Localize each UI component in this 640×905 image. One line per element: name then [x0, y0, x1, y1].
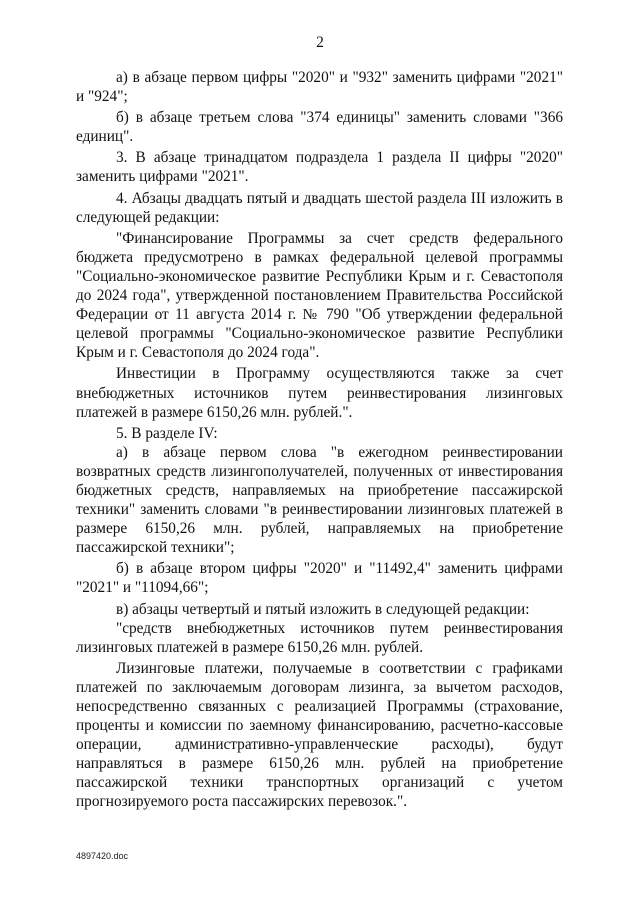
paragraph-quote-sources: "средств внебюджетных источников путем реинвестирования лизинговых платежей в размере 6150,26 млн. рублей. [76, 619, 563, 656]
paragraph-item-4: 4. Абзацы двадцать пятый и двадцать шестой раздела III изложить в следующей редакции: [76, 189, 563, 226]
paragraph-item-5: 5. В разделе IV: [116, 424, 218, 442]
paragraph-5a: а) в абзаце первом слова "в ежегодном реинвестировании возвратных средств лизингополучателей, полученных от инвестирования бюджетных средств, направляемых на приобретение пассажирской техники" заменить словами "в реинвестировании лизинговых платежей в размере 6150,26 млн. рублей, направляемых на приобретение пассажирской техники"; [76, 443, 563, 557]
paragraph-3b: б) в абзаце третьем слова "374 единицы" заменить словами "366 единиц". [76, 109, 563, 146]
document-body [76, 68, 563, 812]
paragraph-quote-leasing: Лизинговые платежи, получаемые в соответствии с графиками платежей по заключаемым договорам лизинга, за вычетом расходов, непосредственно связанных с реализацией Программы (страхование, проценты и комиссии по заемному финансированию, расчетно-кассовые операции, административно-управленческие расходы), будут направляться в размере 6150,26 млн. рублей на приобретение пассажирской техники транспортных организаций с учетом прогнозируемого роста пассажирских перевозок.". [76, 659, 563, 811]
paragraph-item-3: 3. В абзаце тринадцатом подраздела 1 раздела II цифры "2020" заменить цифрами "2021". [76, 149, 563, 186]
paragraph-quote-financing: "Финансирование Программы за счет средств федерального бюджета предусмотрено в рамках федеральной целевой программы "Социально-экономическое развитие Республики Крым и г. Севастополя до 2024 года", утвержденной постановлением Правительства Российской Федерации от 11 августа 2014 г. № 790 "Об утверждении федеральной целевой программы "Социально-экономическое развитие Республики Крым и г. Севастополя до 2024 года". [76, 229, 563, 362]
page-number: 2 [316, 34, 324, 51]
paragraph-quote-investments: Инвестиции в Программу осуществляются также за счет внебюджетных источников путем реинвестирования лизинговых платежей в размере 6150,26 млн. рублей.". [76, 365, 563, 421]
paragraph-5c: в) абзацы четвертый и пятый изложить в следующей редакции: [116, 600, 530, 618]
paragraph-5b: б) в абзаце втором цифры "2020" и "11492,4" заменить цифрами "2021" и "11094,66"; [76, 560, 563, 597]
paragraph-3a: а) в абзаце первом цифры "2020" и "932" заменить цифрами "2021" и "924"; [76, 69, 563, 106]
footer-document-code: 4897420.doc [76, 851, 129, 861]
